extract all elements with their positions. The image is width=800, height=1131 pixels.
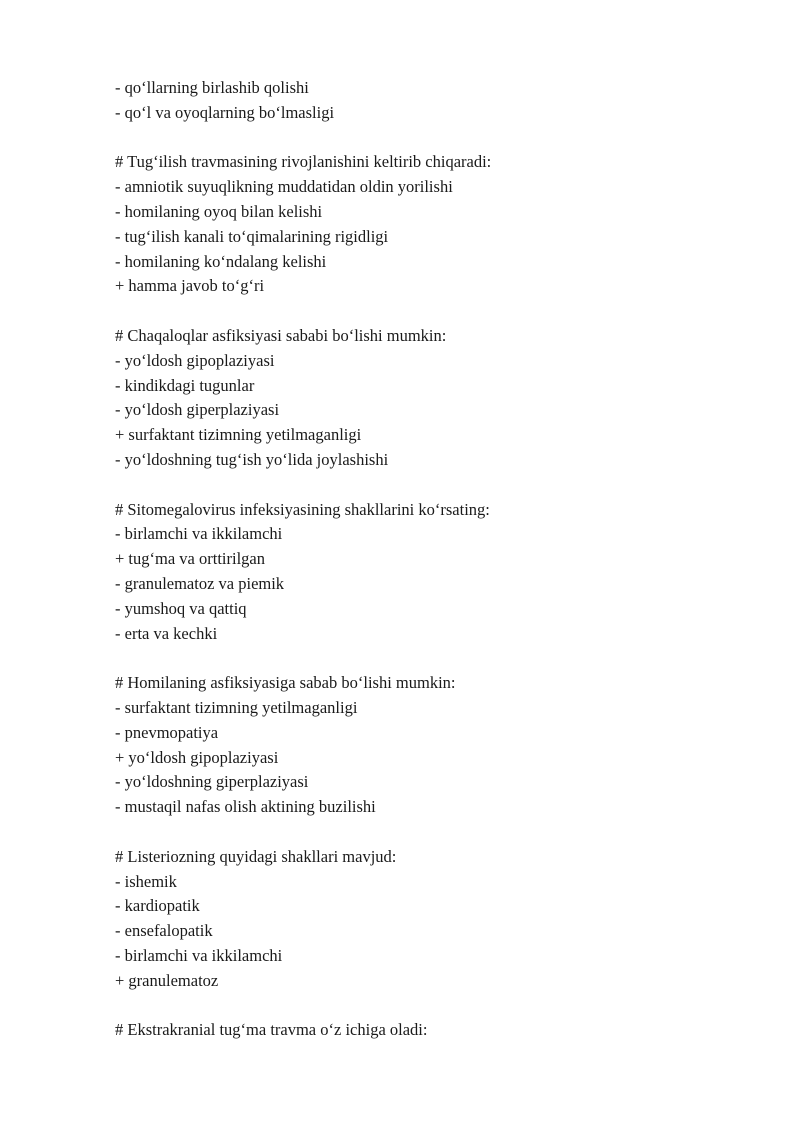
answer-option: - yumshoq va qattiq	[115, 598, 247, 618]
answer-option: - qo‘llarning birlashib qolishi	[115, 78, 309, 97]
answer-option: - ishemik	[115, 871, 177, 891]
answer-option: - yo‘ldosh gipoplaziyasi	[115, 350, 275, 370]
question-heading: # Listeriozning quyidagi shakllari mavjud:	[115, 846, 397, 866]
correct-answer: + hamma javob to‘g‘ri	[115, 276, 265, 296]
document-page	[115, 76, 755, 1043]
answer-option: - homilaning ko‘ndalang kelishi	[115, 251, 327, 271]
answer-option: - yo‘ldosh giperplaziyasi	[115, 400, 280, 420]
answer-option: - birlamchi va ikkilamchi	[115, 524, 283, 544]
correct-answer: + surfaktant tizimning yetilmaganligi	[115, 425, 362, 445]
answer-option: - birlamchi va ikkilamchi	[115, 945, 283, 965]
correct-answer: + granulematoz	[115, 970, 219, 990]
blank-line	[115, 473, 755, 498]
answer-option: - yo‘ldoshning giperplaziyasi	[115, 772, 309, 792]
correct-answer: + tug‘ma va orttirilgan	[115, 549, 265, 569]
answer-option: - kindikdagi tugunlar	[115, 375, 255, 395]
question-heading: # Chaqaloqlar asfiksiyasi sababi bo‘lishi mumkin:	[115, 325, 447, 345]
answer-option: - kardiopatik	[115, 896, 200, 916]
question-heading: # Homilaning asfiksiyasiga sabab bo‘lishi mumkin:	[115, 673, 456, 693]
question-heading: # Ekstrakranial tug‘ma travma o‘z ichiga oladi:	[115, 1020, 428, 1040]
correct-answer: + yo‘ldosh gipoplaziyasi	[115, 747, 279, 767]
blank-line	[115, 646, 755, 671]
answer-option: - mustaqil nafas olish aktining buzilishi	[115, 797, 376, 817]
blank-line	[115, 299, 755, 324]
blank-line	[115, 126, 755, 151]
answer-option: - homilaning oyoq bilan kelishi	[115, 201, 323, 221]
answer-option: - amniotik suyuqlikning muddatidan oldin yorilishi	[115, 177, 453, 197]
answer-option: - granulematoz va piemik	[115, 573, 285, 593]
question-heading: # Sitomegalovirus infeksiyasining shakllarini ko‘rsating:	[115, 499, 490, 519]
answer-option: - erta va kechki	[115, 623, 218, 643]
blank-line	[115, 820, 755, 845]
answer-option: - tug‘ilish kanali to‘qimalarining rigidligi	[115, 226, 389, 246]
answer-option: - ensefalopatik	[115, 921, 213, 941]
blank-line	[115, 993, 755, 1018]
answer-option: - qo‘l va oyoqlarning bo‘lmasligi	[115, 102, 335, 122]
question-heading: # Tug‘ilish travmasining rivojlanishini keltirib chiqaradi:	[115, 152, 492, 172]
answer-option: - surfaktant tizimning yetilmaganligi	[115, 697, 358, 717]
answer-option: - pnevmopatiya	[115, 722, 219, 742]
answer-option: - yo‘ldoshning tug‘ish yo‘lida joylashishi	[115, 449, 389, 469]
